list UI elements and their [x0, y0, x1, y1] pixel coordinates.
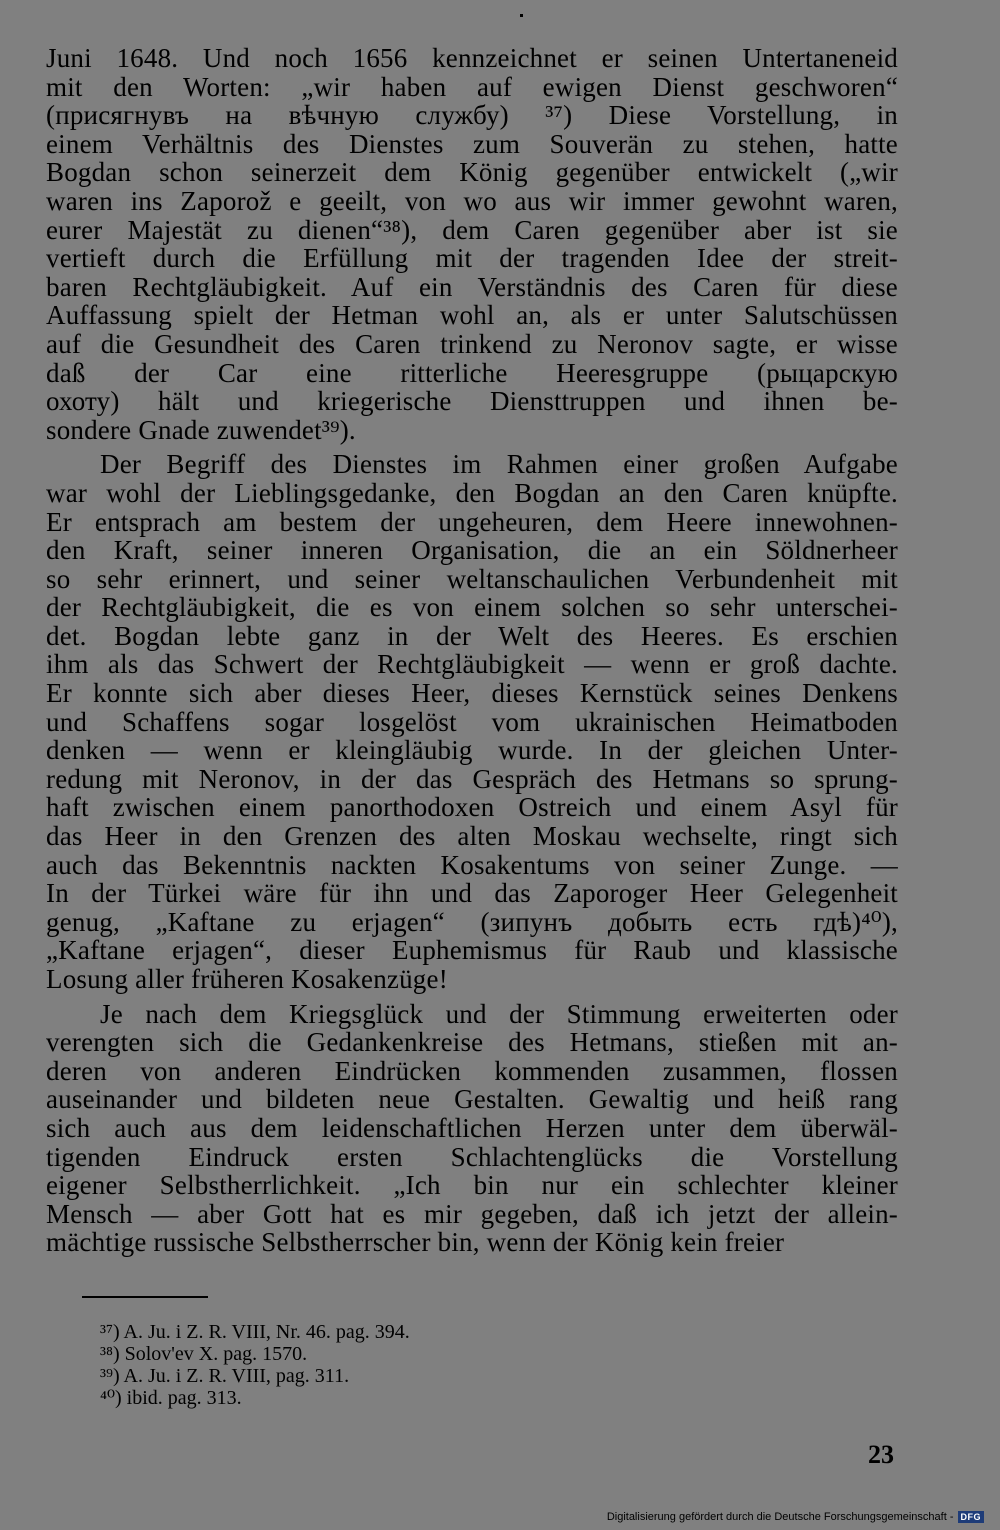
- text-line: sich auch aus dem leidenschaftlichen Herzen unter dem überwäl-: [46, 1112, 898, 1143]
- text-line: eigener Selbstherrlichkeit. „Ich bin nur ein schlechter kleiner: [46, 1170, 898, 1201]
- digitization-credit: [607, 1511, 984, 1523]
- text-line: deren von anderen Eindrücken kommenden zusammen, flossen: [46, 1055, 898, 1086]
- text-line: mächtige russische Selbstherrscher bin, wenn der König kein freier: [46, 1227, 785, 1258]
- text-line: Auffassung spielt der Hetman wohl an, als er unter Salutschüssen: [46, 300, 898, 331]
- text-line: verengten sich die Gedankenkreise des Hetmans, stießen mit an-: [46, 1027, 898, 1058]
- text-line: охоту) hält und kriegerische Diensttruppen und ihnen be-: [46, 386, 898, 417]
- text-line: „Kaftane erjagen“, dieser Euphemismus für Raub und klassische: [46, 935, 898, 966]
- footnotes: [100, 1321, 410, 1409]
- page-number: 23: [868, 1440, 894, 1469]
- text-line: eurer Majestät zu dienen“³⁸), dem Caren gegenüber aber ist sie: [46, 214, 898, 245]
- text-line: vertieft durch die Erfüllung mit der tragenden Idee der streit-: [46, 243, 898, 274]
- text-line: das Heer in den Grenzen des alten Moskau wechselte, ringt sich: [46, 821, 898, 852]
- text-line: sondere Gnade zuwendet³⁹).: [46, 414, 356, 445]
- footnote-40: ⁴⁰) ibid. pag. 313.: [100, 1387, 242, 1409]
- text-line: tigenden Eindruck ersten Schlachtenglücks die Vorstellung: [46, 1141, 898, 1172]
- body-text: [46, 44, 898, 1257]
- text-line: einem Verhältnis des Dienstes zum Souverän zu stehen, hatte: [46, 128, 898, 159]
- text-line: Der Begriff des Dienstes im Rahmen einer großen Aufgabe: [100, 449, 898, 480]
- text-line: (присягнувъ на вѣчную службу) ³⁷) Diese Vorstellung, in: [46, 100, 898, 131]
- text-line: der Rechtgläubigkeit, die es von einem solchen so sehr unterschei-: [46, 592, 898, 623]
- footnote-38: ³⁸) Solov'ev X. pag. 1570.: [100, 1343, 308, 1365]
- text-line: Losung aller früheren Kosakenzüge!: [46, 964, 448, 994]
- text-line: waren ins Zaporož e geeilt, von wo aus wir immer gewohnt waren,: [46, 185, 898, 216]
- text-line: und Schaffens sogar losgelöst vom ukrainischen Heimatboden: [46, 706, 898, 737]
- text-line: auf die Gesundheit des Caren trinkend zu Neronov sagte, er wisse: [46, 328, 898, 359]
- text-line: daß der Car eine ritterliche Heeresgruppe (рыцарскую: [46, 357, 898, 388]
- text-line: ihm als das Schwert der Rechtgläubigkeit — wenn er groß dachte.: [46, 649, 898, 680]
- text-line: haft zwischen einem panorthodoxen Ostreich und einem Asyl für: [46, 792, 898, 823]
- footnote-separator: [82, 1296, 208, 1298]
- text-line: Er entsprach am bestem der ungeheuren, dem Heere innewohnen-: [46, 506, 898, 537]
- text-line: genug, „Kaftane zu erjagen“ (зипунъ добыть есть гдѣ)⁴⁰),: [46, 906, 898, 937]
- paragraph-1: [46, 44, 898, 444]
- text-line: mit den Worten: „wir haben auf ewigen Dienst geschworen“: [46, 71, 898, 102]
- paragraph-2: [46, 450, 898, 993]
- scan-speck: [520, 14, 523, 17]
- text-line: denken — wenn er kleingläubig wurde. In der gleichen Unter-: [46, 735, 898, 766]
- dfg-logo: DFG: [958, 1511, 985, 1523]
- credit-text: Digitalisierung gefördert durch die Deutsche Forschungsgemeinschaft -: [606, 1511, 954, 1523]
- text-line: den Kraft, seiner inneren Organisation, die an ein Söldnerheer: [46, 535, 898, 566]
- text-line: baren Rechtgläubigkeit. Auf ein Verständnis des Caren für diese: [46, 271, 898, 302]
- text-line: so sehr erinnert, und seiner weltanschaulichen Verbundenheit mit: [46, 563, 898, 594]
- text-line: In der Türkei wäre für ihn und das Zaporoger Heer Gelegenheit: [46, 878, 898, 909]
- footnote-39: ³⁹) A. Ju. i Z. R. VIII, pag. 311.: [100, 1365, 350, 1387]
- text-line: redung mit Neronov, in der das Gespräch des Hetmans so sprung-: [46, 763, 898, 794]
- text-line: det. Bogdan lebte ganz in der Welt des Heeres. Es erschien: [46, 620, 898, 651]
- text-line: war wohl der Lieblingsgedanke, den Bogdan an den Caren knüpfte.: [46, 477, 898, 508]
- text-line: Juni 1648. Und noch 1656 kennzeichnet er seinen Untertaneneid: [46, 43, 898, 73]
- text-line: Bogdan schon seinerzeit dem König gegenüber entwickelt („wir: [46, 157, 898, 188]
- text-line: Mensch — aber Gott hat es mir gegeben, daß ich jetzt der allein-: [46, 1198, 898, 1229]
- text-line: Je nach dem Kriegsglück und der Stimmung erweiterten oder: [100, 998, 898, 1029]
- paragraph-3: [46, 1000, 898, 1257]
- text-line: Er konnte sich aber dieses Heer, dieses Kernstück seines Denkens: [46, 678, 898, 709]
- text-line: auseinander und bildeten neue Gestalten. Gewaltig und heiß rang: [46, 1084, 898, 1115]
- text-line: auch das Bekenntnis nackten Kosakentums von seiner Zunge. —: [46, 849, 898, 880]
- footnote-37: ³⁷) A. Ju. i Z. R. VIII, Nr. 46. pag. 394.: [100, 1321, 410, 1343]
